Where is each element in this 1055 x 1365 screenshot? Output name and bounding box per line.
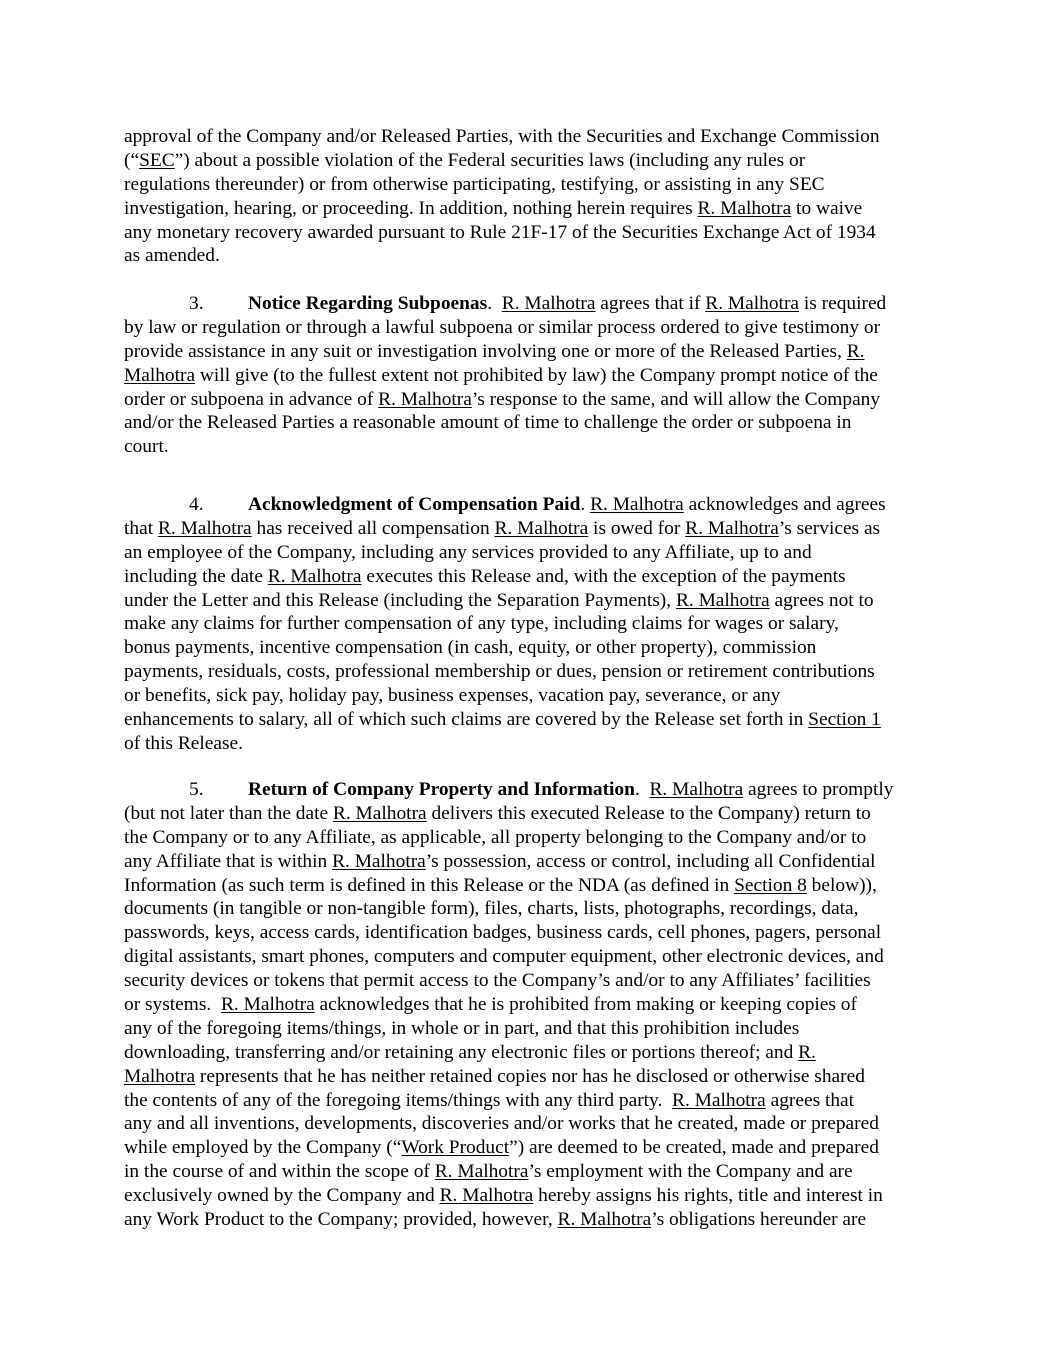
text-line: [124, 945, 940, 969]
body-text: downloading, transferring and/or retaining any electronic files or portions thereof; and: [124, 1041, 799, 1063]
defined-term: R.: [846, 340, 865, 362]
text-line: [124, 1160, 940, 1184]
defined-term: R. Malhotra: [685, 517, 779, 539]
body-text: .: [580, 494, 591, 515]
defined-term: R. Malhotra: [439, 1185, 534, 1207]
text-line: [124, 1017, 940, 1041]
defined-term: Malhotra: [124, 364, 196, 386]
section-number: 4.: [189, 494, 204, 515]
paragraph-sec-continuation: [124, 125, 940, 268]
body-text: any and all inventions, developments, discoveries and/or works that he created, made or prepared: [124, 1113, 879, 1135]
defined-term: R. Malhotra: [705, 293, 800, 314]
text-line: [124, 636, 940, 660]
defined-term: R. Malhotra: [649, 779, 744, 800]
defined-term: R. Malhotra: [590, 494, 684, 515]
text-line: [124, 589, 940, 613]
section-number: 5.: [189, 779, 204, 800]
body-text: will give (to the fullest extent not prohibited by law) the Company prompt notice of the: [195, 364, 878, 386]
section-heading: Return of Company Property and Information: [248, 779, 635, 800]
text-line: [124, 802, 940, 826]
text-line: [124, 921, 940, 945]
defined-term: R. Malhotra: [220, 994, 315, 1016]
body-text: executes this Release and, with the exception of the payments: [361, 565, 846, 587]
text-line: [124, 411, 940, 435]
text-line: [124, 850, 940, 874]
defined-term: SEC: [139, 149, 175, 171]
paragraph-5-return-of-company-property: [124, 778, 940, 1232]
body-text: order or subpoena in advance of: [124, 388, 379, 410]
body-text: under the Letter and this Release (including the Separation Payments),: [124, 589, 676, 611]
body-text: and/or the Released Parties a reasonable amount of time to challenge the order or subpoena in: [124, 412, 852, 434]
paragraph-4-acknowledgment-of-compensation: [124, 493, 940, 756]
body-text: agrees not to: [769, 589, 874, 611]
paragraph-3-notice-regarding-subpoenas: [124, 292, 940, 459]
body-text: below)),: [806, 874, 877, 896]
body-text: regulations thereunder) or from otherwise participating, testifying, or assisting in any SEC: [124, 173, 825, 195]
text-line: [124, 197, 940, 221]
body-text: exclusively owned by the Company and: [124, 1185, 440, 1207]
text-line: [124, 435, 940, 459]
body-text: Information (as such term is defined in this Release or the NDA (as defined in: [124, 874, 735, 896]
body-text: .: [487, 293, 502, 314]
defined-term: R. Malhotra: [332, 850, 426, 872]
defined-term: R. Malhotra: [332, 802, 427, 824]
body-text: to waive: [791, 197, 863, 219]
body-text: as amended.: [124, 245, 220, 267]
body-text: any of the foregoing items/things, in whole or in part, and that this prohibition includes: [124, 1017, 800, 1039]
body-text: ’s obligations hereunder are: [651, 1209, 867, 1231]
defined-term: R. Malhotra: [267, 565, 362, 587]
body-text: agrees that if: [595, 293, 706, 314]
body-text: including the date: [124, 565, 268, 587]
body-text: represents that he has neither retained copies nor has he disclosed or otherwise shared: [195, 1065, 865, 1087]
body-text: or benefits, sick pay, holiday pay, business expenses, vacation pay, severance, or any: [124, 685, 781, 707]
text-line: [124, 244, 940, 268]
body-text: ’s services as: [778, 517, 881, 539]
text-line: [124, 1136, 940, 1160]
text-line: [124, 826, 940, 850]
text-line: [124, 340, 940, 364]
body-text: security devices or tokens that permit access to the Company’s and/or to any Affiliates’ facilities: [124, 970, 871, 992]
body-text: make any claims for further compensation of any type, including claims for wages or salary,: [124, 613, 839, 635]
text-line: [124, 517, 940, 541]
text-line: [124, 993, 940, 1017]
body-text: agrees to promptly: [743, 779, 894, 800]
body-text: acknowledges that he is prohibited from making or keeping copies of: [314, 994, 857, 1016]
text-line: [124, 1089, 940, 1113]
body-text: any monetary recovery awarded pursuant to Rule 21F-17 of the Securities Exchange Act of 1934: [124, 221, 876, 243]
text-line: [124, 493, 940, 517]
body-text: while employed by the Company (“: [124, 1137, 402, 1159]
text-line: [124, 173, 940, 197]
body-text: any Affiliate that is within: [124, 850, 333, 872]
text-line: [124, 732, 940, 756]
body-text: is owed for: [588, 517, 686, 539]
body-text: ’s possession, access or control, including all Confidential: [425, 850, 876, 872]
text-line: [124, 221, 940, 245]
body-text: or systems.: [124, 994, 221, 1016]
text-line: [124, 1208, 940, 1232]
body-text: in the course of and within the scope of: [124, 1161, 435, 1183]
text-line: [124, 612, 940, 636]
body-text: ’s employment with the Company and are: [528, 1161, 853, 1183]
defined-term: R. Malhotra: [697, 197, 792, 219]
text-line: [124, 874, 940, 898]
defined-term: R.: [798, 1041, 816, 1063]
body-text: has received all compensation: [251, 517, 495, 539]
body-text: provide assistance in any suit or investigation involving one or more of the Released Parties,: [124, 340, 847, 362]
body-text: digital assistants, smart phones, computers and computer equipment, other electronic devices, and: [124, 946, 884, 968]
defined-term: R. Malhotra: [675, 589, 770, 611]
body-text: the Company or to any Affiliate, as applicable, all property belonging to the Company and/or to: [124, 826, 867, 848]
body-text: investigation, hearing, or proceeding. In addition, nothing herein requires: [124, 197, 698, 219]
text-line: [124, 969, 940, 993]
body-text: court.: [124, 436, 169, 458]
body-text: agrees that: [765, 1089, 855, 1111]
body-text: of this Release.: [124, 732, 244, 754]
body-text: ”) about a possible violation of the Federal securities laws (including any rules or: [174, 149, 806, 171]
body-text: (but not later than the date: [124, 802, 333, 824]
body-text: an employee of the Company, including any services provided to any Affiliate, up to and: [124, 541, 812, 563]
body-text: that: [124, 517, 158, 539]
body-text: bonus payments, incentive compensation (in cash, equity, or other property), commission: [124, 637, 817, 659]
body-text: is required: [799, 293, 887, 314]
body-text: passwords, keys, access cards, identification badges, business cards, cell phones, pagers, personal: [124, 922, 882, 944]
section-heading: Acknowledgment of Compensation Paid: [248, 494, 581, 515]
body-text: enhancements to salary, all of which such claims are covered by the Release set forth in: [124, 709, 809, 731]
text-line: [124, 708, 940, 732]
text-line: [124, 1184, 940, 1208]
defined-term: R. Malhotra: [494, 517, 589, 539]
defined-term: R. Malhotra: [501, 293, 596, 314]
defined-term: R. Malhotra: [434, 1161, 529, 1183]
text-line: [124, 1041, 940, 1065]
defined-term: Malhotra: [124, 1065, 196, 1087]
defined-term: R. Malhotra: [157, 517, 252, 539]
text-line: [124, 292, 940, 316]
body-text: hereby assigns his rights, title and interest in: [533, 1185, 883, 1207]
text-line: [124, 1112, 940, 1136]
text-line: [124, 565, 940, 589]
defined-term: Section 8: [734, 874, 807, 896]
body-text: approval of the Company and/or Released Parties, with the Securities and Exchange Commission: [124, 126, 880, 147]
defined-term: R. Malhotra: [378, 388, 472, 410]
body-text: any Work Product to the Company; provided, however,: [124, 1209, 558, 1231]
text-line: [124, 897, 940, 921]
defined-term: Section 1: [808, 709, 881, 731]
body-text: ”) are deemed to be created, made and prepared: [509, 1137, 879, 1159]
text-line: [124, 149, 940, 173]
text-line: [124, 388, 940, 412]
body-text: payments, residuals, costs, professional membership or dues, pension or retirement contributions: [124, 661, 875, 683]
body-text: acknowledges and agrees: [683, 494, 886, 515]
text-line: [124, 125, 940, 149]
text-line: [124, 364, 940, 388]
body-text: delivers this executed Release to the Company) return to: [426, 802, 871, 824]
body-text: by law or regulation or through a lawful subpoena or similar process ordered to give testimony or: [124, 316, 881, 338]
text-line: [124, 660, 940, 684]
defined-term: R. Malhotra: [672, 1089, 766, 1111]
body-text: ’s response to the same, and will allow the Company: [471, 388, 881, 410]
defined-term: Work Product: [401, 1137, 510, 1159]
body-text: documents (in tangible or non-tangible form), files, charts, lists, photographs, recordings, data,: [124, 898, 859, 920]
text-line: [124, 778, 940, 802]
text-line: [124, 541, 940, 565]
defined-term: R. Malhotra: [557, 1209, 652, 1231]
text-line: [124, 316, 940, 340]
body-text: .: [634, 779, 650, 800]
section-number: 3.: [189, 293, 204, 314]
body-text: (“: [124, 149, 140, 171]
text-line: [124, 684, 940, 708]
body-text: the contents of any of the foregoing items/things with any third party.: [124, 1089, 673, 1111]
text-line: [124, 1065, 940, 1089]
section-heading: Notice Regarding Subpoenas: [248, 293, 488, 314]
